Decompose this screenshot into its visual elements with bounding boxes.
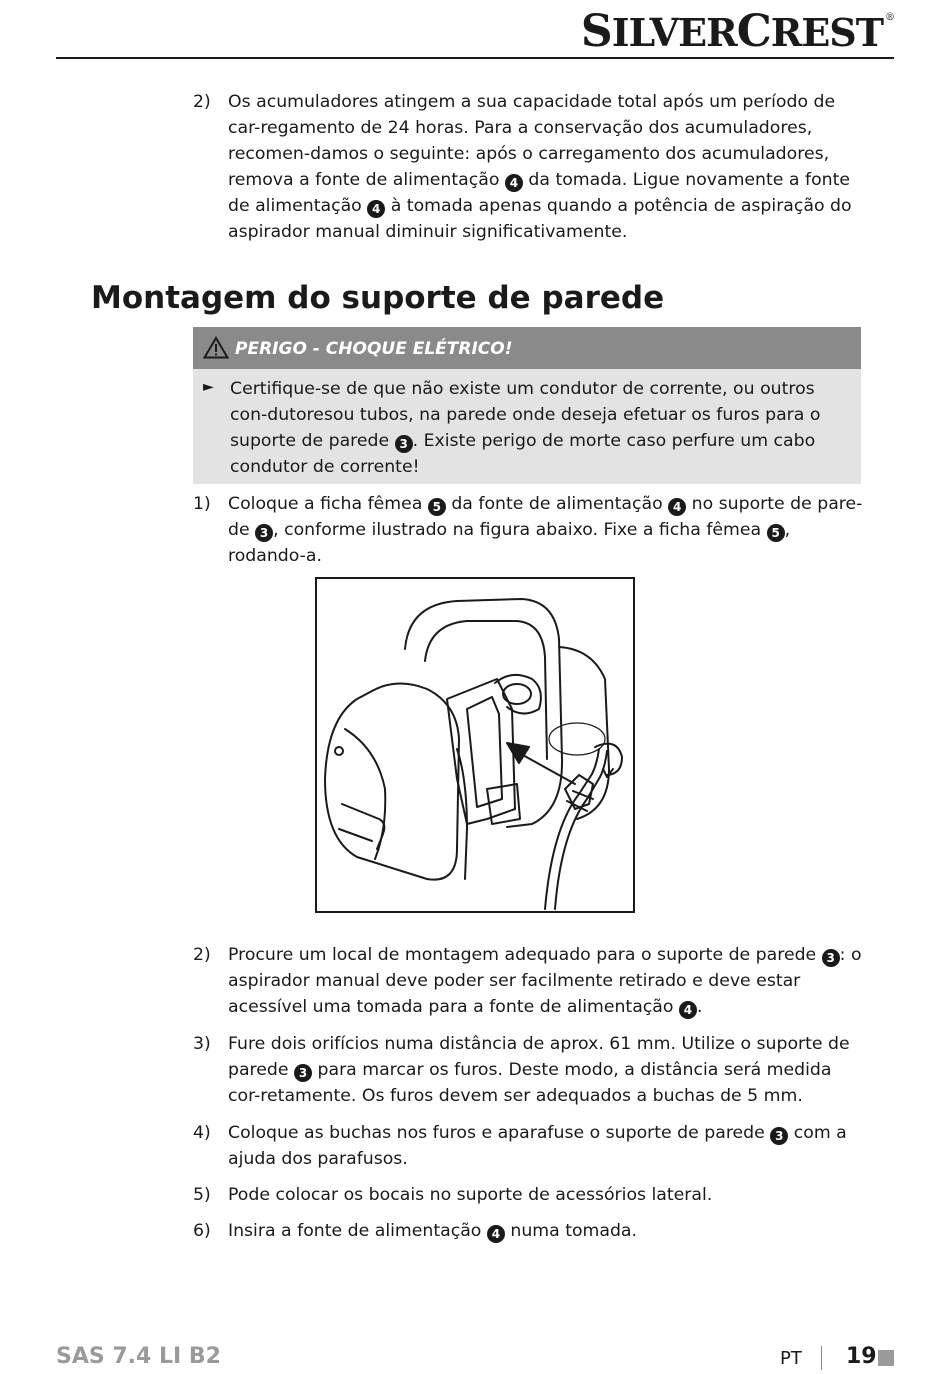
step-text: Procure um local de montagem adequado para o suporte de parede 3 : o aspirador manual deve poder ser facilmente retirado e deve estar acessível uma tomada para a fonte de alimentação 4 . [228, 945, 862, 1017]
step-4-screw [193, 1120, 863, 1172]
section-title: Montagem do suporte de parede [91, 280, 665, 316]
step-text: Fure dois orifícios numa distância de aprox. 61 mm. Utilize o suporte de parede 3 para marcar os furos. Deste modo, a distância será medida cor-retamente. Os furos devem ser adequados a buchas de 5 mm. [228, 1034, 850, 1106]
step-6-plug [193, 1218, 863, 1244]
header-rule [56, 57, 894, 59]
step-text: Coloque a ficha fêmea 5 da fonte de alimentação 4 no suporte de pare-de 3 , conforme ilustrado na figura abaixo. Fixe a ficha fêmea 5 , rodando-a. [228, 494, 863, 566]
footer-square-icon [878, 1350, 894, 1366]
warning-body [193, 369, 861, 484]
footer-language: PT [780, 1348, 802, 1369]
step-number: 3) [193, 1034, 211, 1054]
ref-badge: 3 [822, 949, 840, 967]
step-number: 2) [193, 92, 211, 112]
warning-text: Certifique-se de que não existe um condutor de corrente, ou outros con-dutoresou tubos, na parede onde deseja efetuar os furos para o suporte de parede 3 . Existe perigo de morte caso perfure um cabo condutor de corrente! [230, 379, 821, 477]
step-text: Insira a fonte de alimentação 4 numa tomada. [228, 1221, 638, 1241]
warning-icon [203, 336, 229, 359]
ref-badge: 3 [395, 435, 413, 453]
step-5-nozzles [193, 1182, 863, 1208]
step-number: 6) [193, 1221, 211, 1241]
ref-badge: 3 [255, 524, 273, 542]
ref-badge: 3 [770, 1127, 788, 1145]
brand-logo: SILVERCREST ® [580, 6, 894, 57]
wall-mount-drawing [317, 579, 633, 911]
ref-badge: 4 [668, 498, 686, 516]
footer-model: SAS 7.4 LI B2 [56, 1344, 221, 1369]
step-number: 5) [193, 1185, 211, 1205]
step-number: 2) [193, 945, 211, 965]
step-text: Coloque as buchas nos furos e aparafuse o suporte de parede 3 com a ajuda dos parafusos. [228, 1123, 847, 1169]
step-2-charging [193, 89, 863, 245]
warning-title: PERIGO - CHOQUE ELÉTRICO! [235, 339, 513, 359]
step-text: Os acumuladores atingem a sua capacidade total após um período de car-regamento de 24 horas. Para a conservação dos acumuladores, recomen-damos o seguinte: após o carregamento dos acumuladores, remova a fonte de alimentação 4 da tomada. Ligue novamente a fonte de alimentação 4 à tomada apenas quando a potência de aspiração do aspirador manual diminuir significativamente. [228, 92, 852, 242]
step-3-drill [193, 1031, 863, 1109]
wall-mount-illustration [315, 577, 635, 913]
ref-badge: 4 [679, 1001, 697, 1019]
ref-badge: 4 [367, 200, 385, 218]
ref-badge: 5 [428, 498, 446, 516]
step-number: 1) [193, 494, 211, 514]
step-2-location [193, 942, 863, 1020]
warning-header [193, 327, 861, 369]
step-text: Pode colocar os bocais no suporte de acessórios lateral. [228, 1185, 713, 1205]
step-1-mount [193, 491, 863, 569]
page-number: 19 [846, 1344, 877, 1369]
step-number: 4) [193, 1123, 211, 1143]
ref-badge: 5 [767, 524, 785, 542]
ref-badge: 4 [487, 1225, 505, 1243]
ref-badge: 4 [505, 174, 523, 192]
bullet-arrow-icon: ► [203, 379, 214, 395]
ref-badge: 3 [294, 1064, 312, 1082]
footer-separator [821, 1346, 822, 1370]
